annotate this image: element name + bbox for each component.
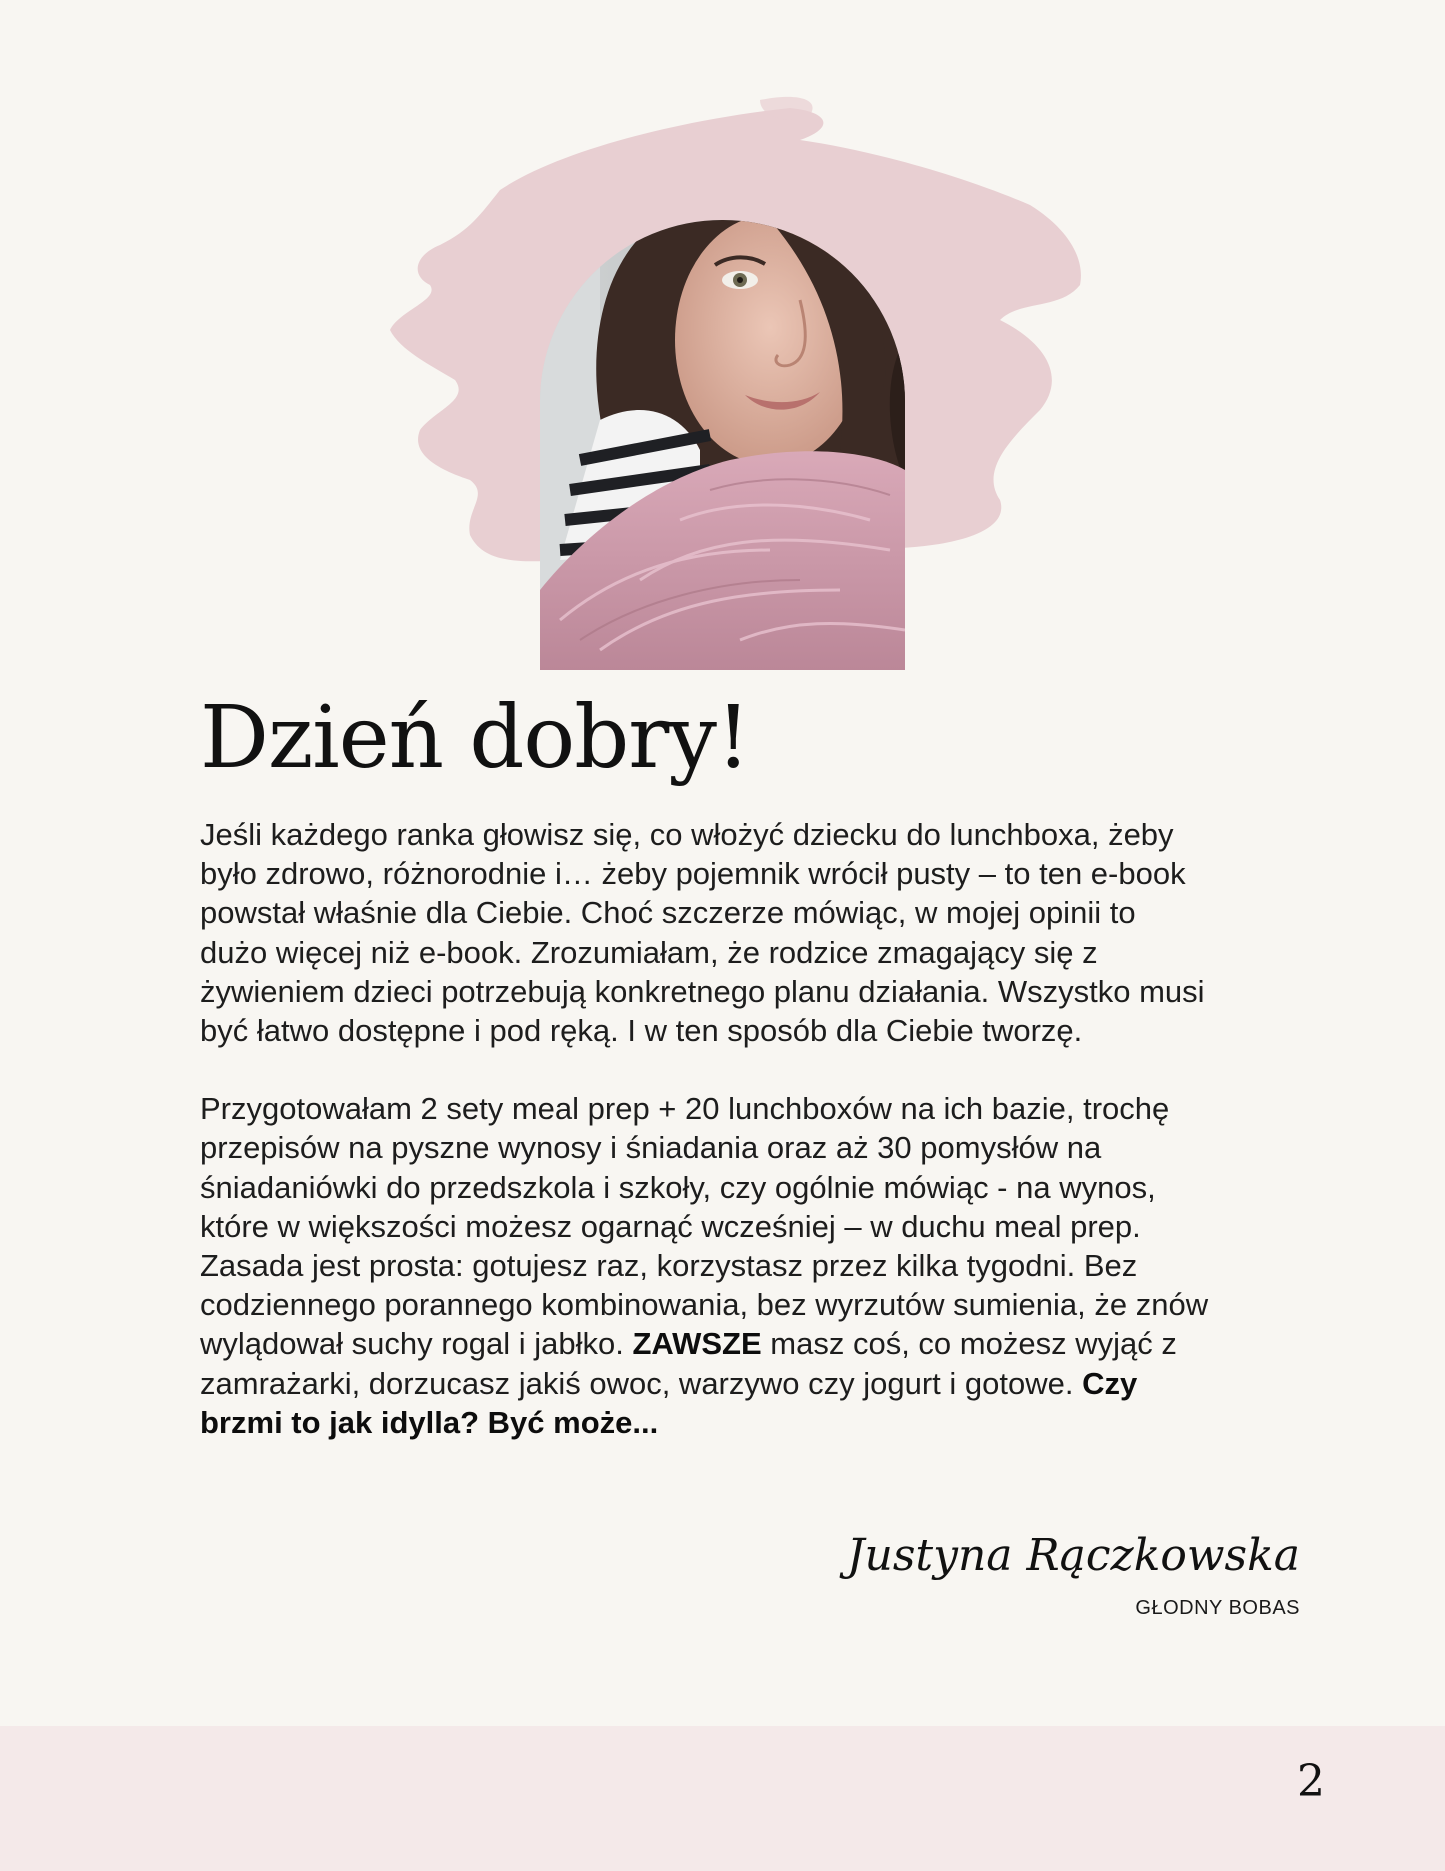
portrait-illustration (540, 220, 905, 670)
intro-text (200, 815, 1210, 1442)
intro-paragraph-1: Jeśli każdego ranka głowisz się, co włożyć dziecku do lunchboxa, żeby było zdrowo, różnorodnie i… żeby pojemnik wrócił pusty – to ten e-book powstał właśnie dla Ciebie. Choć szczerze mówiąc, w mojej opinii to dużo więcej niż e-book. Zrozumiałam, że rodzice zmagający się z żywieniem dzieci potrzebują konkretnego planu działania. Wszystko musi być łatwo dostępne i pod ręką. I w ten sposób dla Ciebie tworzę. (200, 817, 1205, 1049)
page-number: 2 (1297, 1756, 1325, 1807)
paragraph-2-text-2: masz coś, co możesz wyjąć z zamrażarki, dorzucasz jakiś owoc, warzywo czy jogurt i gotowe. (200, 1326, 1177, 1401)
intro-paragraph-2 (200, 1089, 1210, 1442)
emphasis-always: ZAWSZE (632, 1326, 762, 1362)
author-portrait (540, 220, 905, 670)
paragraph-2-text-1: Przygotowałam 2 sety meal prep + 20 lunchboxów na ich bazie, trochę przepisów na pyszne wynosy i śniadania oraz aż 30 pomysłów na śniadaniówki do przedszkola i szkoły, czy ogólnie mówiąc - na wynos, które w większości możesz ogarnąć wcześniej – w duchu meal prep. Zasada jest prosta: gotujesz raz, korzystasz przez kilka tygodni. Bez codziennego porannego kombinowania, bez wyrzutów sumienia, że znów wylądował suchy rogal i jabłko. (200, 1091, 1209, 1362)
emphasis-closing-question: Czy brzmi to jak idylla? Być może... (200, 1365, 1138, 1440)
page-title: Dzień dobry! (200, 688, 750, 788)
brand-name: GŁODNY BOBAS (1135, 1597, 1300, 1619)
page-footer (0, 1726, 1445, 1871)
author-signature: Justyna Rączkowska (846, 1530, 1300, 1581)
